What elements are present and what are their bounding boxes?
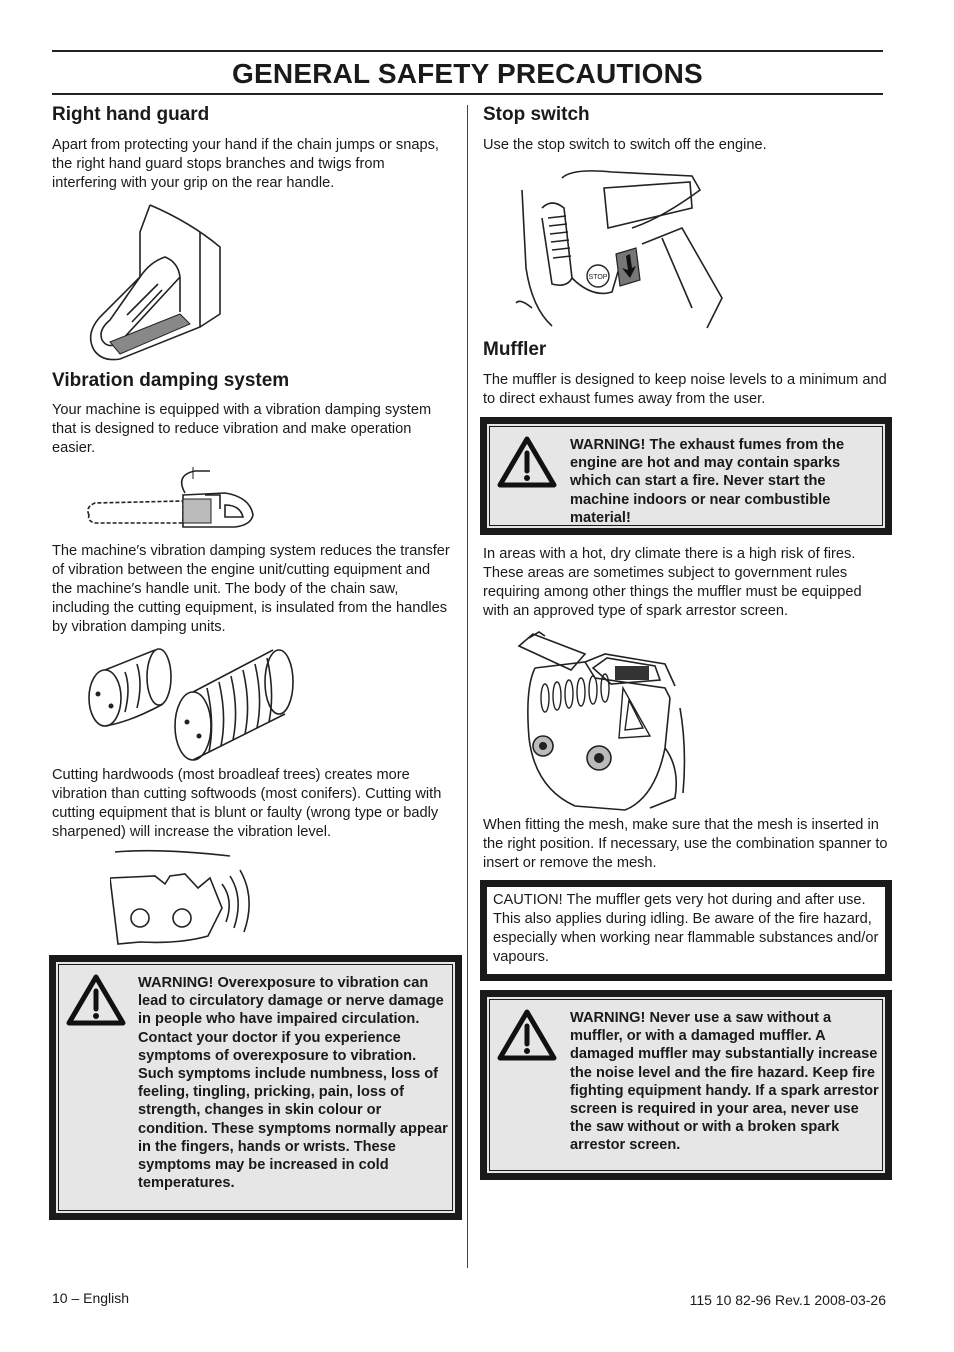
header-rule-bottom [52,93,883,95]
saw-chain-vibration-illustration [110,848,260,948]
vibration-text-3: Cutting hardwoods (most broadleaf trees) creates more vibration than cutting softwoods (most conifers). Cutting with cutting equipment that is blunt or faulty (wrong type or badly sharpened) will increase the vibration level. [52,767,442,840]
stop-switch-heading: Stop switch [483,104,590,125]
vibration-damper-illustration [85,642,305,764]
column-divider [467,105,468,1268]
stop-label: STOP [588,274,608,281]
right-hand-guard-text: Apart from protecting your hand if the chain jumps or snaps, the right hand guard stops branches and twigs from interfering with your grip on the rear handle. [52,137,439,191]
footer-page-number: 10 – English [52,1290,130,1306]
muffler-text-3: When fitting the mesh, make sure that the mesh is inserted in the right position. If necessary, use the combination spanner to insert or remove the mesh. [483,817,888,871]
muffler-warning-text: WARNING! Never use a saw without a muffler, or with a damaged muffler. A damaged muffler may substantially increase the noise level and the fire hazard. Keep fire fighting equipment handy. If a spark arrestor screen is required in your area, never use the saw without or with a broken spark arrestor screen. [570,1010,879,1154]
vibration-heading: Vibration damping system [52,370,290,391]
muffler-caution-box [480,880,892,981]
right-hand-guard-illustration [80,202,230,364]
exhaust-warning-text: WARNING! The exhaust fumes from the engine are hot and may contain sparks which can start a fire. Never start the machine indoors or near combustible material! [570,437,845,526]
chainsaw-vibration-illustration [85,465,257,533]
vibration-text-2: The machine′s vibration damping system reduces the transfer of vibration between the engine unit/cutting equipment and the machine′s handle unit. The body of the chain saw, including the cutting equipment, is insulated from the handles by vibration damping units. [52,543,450,635]
muffler-text-1: The muffler is designed to keep noise levels to a minimum and to direct exhaust fumes away from the user. [483,372,887,407]
muffler-text-2: In areas with a hot, dry climate there is a high risk of fires. These areas are sometimes subject to government rules requiring among other things the muffler must be equipped with an approved type of spark arrestor screen. [483,546,862,619]
muffler-caution-text: CAUTION! The muffler gets very hot during and after use. This also applies during idling. Be aware of the fire hazard, especially when working near flammable substances and/or vapours. [493,892,879,965]
muffler-heading: Muffler [483,339,547,360]
exhaust-warning-box [480,417,892,535]
footer-doc-id: 115 10 82-96 Rev.1 2008-03-26 [689,1292,886,1308]
right-hand-guard-heading: Right hand guard [52,104,210,125]
warning-triangle-icon [496,1008,558,1062]
muffler-spark-arrestor-illustration [515,628,690,813]
warning-triangle-icon [496,435,558,489]
vibration-warning-text: WARNING! Overexposure to vibration can lead to circulatory damage or nerve damage in people who have impaired circulation. Contact your doctor if you experience symptoms of overexposure to vibration. Such symptoms include numbness, loss of feeling, tingling, pricking, pain, loss of strength, changes in skin colour or condition. These symptoms normally appear in the fingers, hands or wrists. These symptoms may be increased in cold temperatures. [138,975,448,1192]
stop-switch-text: Use the stop switch to switch off the engine. [483,137,767,153]
muffler-warning-box [480,990,892,1180]
vibration-warning-box [49,955,462,1220]
vibration-text-1: Your machine is equipped with a vibration damping system that is designed to reduce vibration and make operation easier. [52,402,432,456]
stop-switch-illustration [512,168,727,330]
page-title: GENERAL SAFETY PRECAUTIONS [232,58,703,89]
header-rule-top [52,50,883,52]
warning-triangle-icon [65,973,127,1027]
